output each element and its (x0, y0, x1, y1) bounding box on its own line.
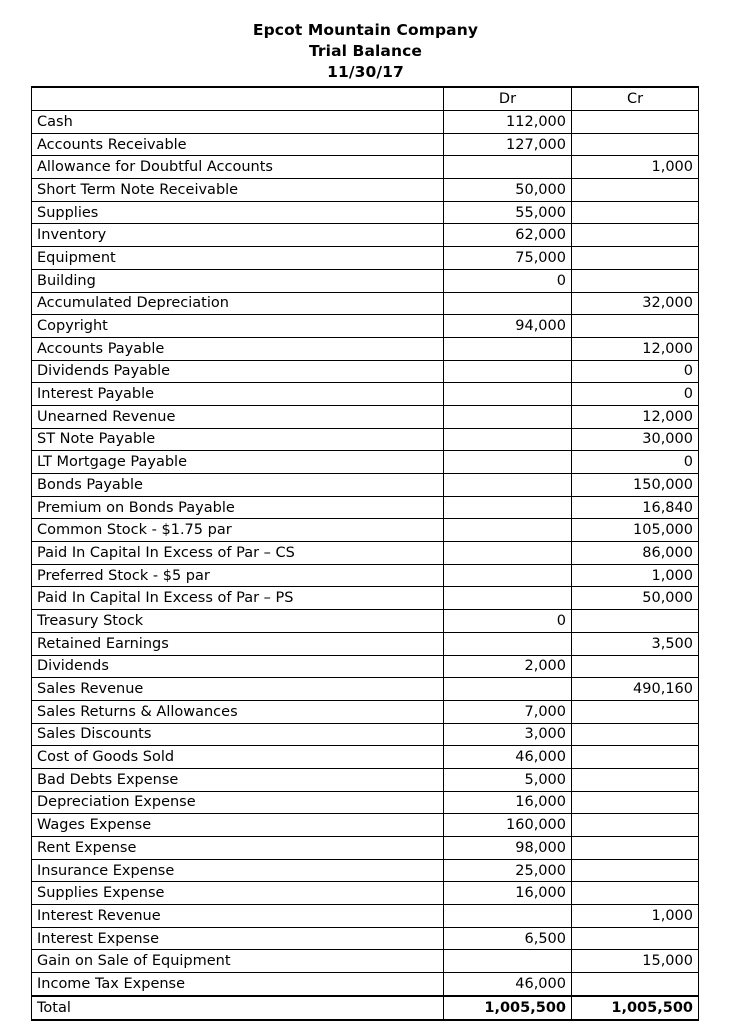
cell-account: Accounts Receivable (32, 133, 444, 156)
cell-debit (444, 542, 572, 565)
cell-account: Rent Expense (32, 837, 444, 860)
table-row (32, 973, 699, 996)
table-row (32, 337, 699, 360)
cell-account: LT Mortgage Payable (32, 451, 444, 474)
cell-debit (444, 474, 572, 497)
cell-account: Income Tax Expense (32, 973, 444, 996)
cell-account: Depreciation Expense (32, 791, 444, 814)
cell-credit (572, 655, 699, 678)
table-row (32, 587, 699, 610)
cell-debit (444, 451, 572, 474)
cell-credit (572, 927, 699, 950)
table-row (32, 360, 699, 383)
cell-account: Copyright (32, 315, 444, 338)
table-row (32, 224, 699, 247)
cell-account: Supplies (32, 201, 444, 224)
table-row (32, 655, 699, 678)
cell-credit (572, 224, 699, 247)
trial-balance-table-wrapper (31, 86, 698, 1021)
cell-total-debit: 1,005,500 (444, 996, 572, 1020)
cell-credit (572, 269, 699, 292)
cell-account: Wages Expense (32, 814, 444, 837)
table-row (32, 201, 699, 224)
table-header (32, 87, 699, 111)
cell-credit (572, 179, 699, 202)
cell-credit (572, 814, 699, 837)
cell-account: ST Note Payable (32, 428, 444, 451)
cell-account: Interest Revenue (32, 905, 444, 928)
cell-debit: 62,000 (444, 224, 572, 247)
cell-credit: 0 (572, 360, 699, 383)
table-header-row (32, 87, 699, 111)
cell-total-credit: 1,005,500 (572, 996, 699, 1020)
table-row (32, 746, 699, 769)
cell-credit (572, 247, 699, 270)
cell-account: Accumulated Depreciation (32, 292, 444, 315)
table-row (32, 315, 699, 338)
cell-account: Common Stock - $1.75 par (32, 519, 444, 542)
cell-debit (444, 383, 572, 406)
cell-debit (444, 428, 572, 451)
cell-credit: 50,000 (572, 587, 699, 610)
document-heading (0, 20, 731, 83)
table-row (32, 610, 699, 633)
cell-credit: 1,000 (572, 156, 699, 179)
cell-account: Treasury Stock (32, 610, 444, 633)
table-row (32, 768, 699, 791)
table-row (32, 519, 699, 542)
cell-credit: 3,500 (572, 632, 699, 655)
cell-debit (444, 950, 572, 973)
cell-credit (572, 111, 699, 134)
cell-credit: 12,000 (572, 405, 699, 428)
cell-debit (444, 519, 572, 542)
cell-debit (444, 405, 572, 428)
table-row (32, 882, 699, 905)
cell-credit (572, 837, 699, 860)
table-row (32, 632, 699, 655)
column-header-credit: Cr (572, 87, 699, 111)
cell-debit (444, 496, 572, 519)
cell-credit (572, 768, 699, 791)
cell-debit: 25,000 (444, 859, 572, 882)
cell-credit: 16,840 (572, 496, 699, 519)
table-row (32, 496, 699, 519)
cell-debit: 46,000 (444, 746, 572, 769)
cell-credit (572, 723, 699, 746)
cell-credit (572, 700, 699, 723)
cell-debit (444, 632, 572, 655)
column-header-account (32, 87, 444, 111)
cell-account: Allowance for Doubtful Accounts (32, 156, 444, 179)
cell-debit: 112,000 (444, 111, 572, 134)
table-row (32, 791, 699, 814)
table-row (32, 474, 699, 497)
table-row (32, 927, 699, 950)
table-row (32, 247, 699, 270)
table-row (32, 700, 699, 723)
table-row (32, 269, 699, 292)
cell-credit: 105,000 (572, 519, 699, 542)
cell-account: Interest Expense (32, 927, 444, 950)
cell-debit: 3,000 (444, 723, 572, 746)
cell-account: Supplies Expense (32, 882, 444, 905)
table-row (32, 564, 699, 587)
cell-credit (572, 133, 699, 156)
cell-account: Inventory (32, 224, 444, 247)
cell-account: Insurance Expense (32, 859, 444, 882)
cell-account: Short Term Note Receivable (32, 179, 444, 202)
cell-account: Dividends (32, 655, 444, 678)
cell-debit: 94,000 (444, 315, 572, 338)
cell-credit: 0 (572, 383, 699, 406)
table-row (32, 156, 699, 179)
table-row (32, 814, 699, 837)
cell-credit (572, 315, 699, 338)
table-row (32, 292, 699, 315)
company-name: Epcot Mountain Company (252, 21, 479, 39)
cell-debit (444, 905, 572, 928)
cell-debit: 5,000 (444, 768, 572, 791)
table-row (32, 950, 699, 973)
cell-account: Building (32, 269, 444, 292)
cell-debit: 6,500 (444, 927, 572, 950)
cell-account: Bad Debts Expense (32, 768, 444, 791)
table-total-row (32, 996, 699, 1020)
table-body (32, 111, 699, 1020)
trial-balance-table (31, 86, 699, 1021)
table-row (32, 111, 699, 134)
table-row (32, 678, 699, 701)
cell-account: Unearned Revenue (32, 405, 444, 428)
cell-account: Paid In Capital In Excess of Par – PS (32, 587, 444, 610)
cell-debit: 0 (444, 610, 572, 633)
cell-account: Sales Revenue (32, 678, 444, 701)
cell-debit: 50,000 (444, 179, 572, 202)
cell-debit (444, 587, 572, 610)
cell-debit: 55,000 (444, 201, 572, 224)
cell-credit (572, 882, 699, 905)
table-row (32, 905, 699, 928)
cell-debit (444, 156, 572, 179)
cell-debit: 0 (444, 269, 572, 292)
cell-debit: 2,000 (444, 655, 572, 678)
cell-credit (572, 610, 699, 633)
table-row (32, 542, 699, 565)
cell-credit: 1,000 (572, 564, 699, 587)
statement-title: Trial Balance (308, 42, 423, 60)
cell-account: Interest Payable (32, 383, 444, 406)
table-row (32, 837, 699, 860)
cell-account: Premium on Bonds Payable (32, 496, 444, 519)
cell-credit (572, 859, 699, 882)
table-row (32, 383, 699, 406)
cell-debit: 16,000 (444, 882, 572, 905)
cell-debit (444, 337, 572, 360)
cell-credit (572, 791, 699, 814)
cell-account: Gain on Sale of Equipment (32, 950, 444, 973)
cell-credit (572, 746, 699, 769)
table-row (32, 405, 699, 428)
table-row (32, 723, 699, 746)
table-row (32, 133, 699, 156)
cell-credit: 0 (572, 451, 699, 474)
cell-debit: 98,000 (444, 837, 572, 860)
cell-debit: 7,000 (444, 700, 572, 723)
cell-debit (444, 678, 572, 701)
cell-credit: 86,000 (572, 542, 699, 565)
table-row (32, 859, 699, 882)
cell-credit: 15,000 (572, 950, 699, 973)
cell-account: Preferred Stock - $5 par (32, 564, 444, 587)
cell-account: Accounts Payable (32, 337, 444, 360)
cell-account: Dividends Payable (32, 360, 444, 383)
cell-account: Cost of Goods Sold (32, 746, 444, 769)
cell-account: Bonds Payable (32, 474, 444, 497)
table-row (32, 428, 699, 451)
cell-account: Retained Earnings (32, 632, 444, 655)
cell-debit (444, 292, 572, 315)
cell-account: Cash (32, 111, 444, 134)
statement-date: 11/30/17 (327, 63, 404, 81)
cell-account: Sales Returns & Allowances (32, 700, 444, 723)
cell-debit (444, 360, 572, 383)
cell-credit (572, 973, 699, 996)
cell-credit: 490,160 (572, 678, 699, 701)
cell-debit: 16,000 (444, 791, 572, 814)
cell-account: Equipment (32, 247, 444, 270)
cell-credit: 1,000 (572, 905, 699, 928)
table-row (32, 179, 699, 202)
cell-credit: 32,000 (572, 292, 699, 315)
table-row (32, 451, 699, 474)
column-header-debit: Dr (444, 87, 572, 111)
cell-account: Paid In Capital In Excess of Par – CS (32, 542, 444, 565)
cell-credit: 30,000 (572, 428, 699, 451)
cell-debit: 75,000 (444, 247, 572, 270)
cell-debit: 46,000 (444, 973, 572, 996)
cell-debit (444, 564, 572, 587)
cell-credit (572, 201, 699, 224)
cell-debit: 160,000 (444, 814, 572, 837)
cell-debit: 127,000 (444, 133, 572, 156)
cell-account: Sales Discounts (32, 723, 444, 746)
cell-total-label: Total (32, 996, 444, 1020)
cell-credit: 150,000 (572, 474, 699, 497)
cell-credit: 12,000 (572, 337, 699, 360)
